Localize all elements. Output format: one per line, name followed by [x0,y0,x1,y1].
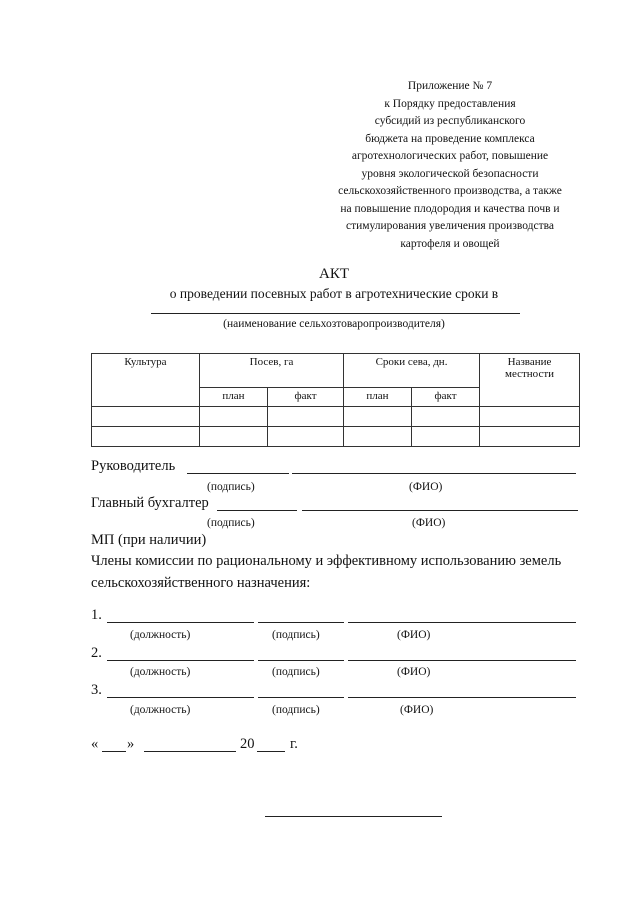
commission-text-line2: сельскохозяйственного назначения: [91,575,311,591]
signature-caption: (подпись) [272,629,320,641]
appendix-line: сельскохозяйственного производства, а также [338,185,562,197]
col-terms-header: Сроки сева, дн. [344,354,480,388]
appendix-line: Приложение № 7 [407,80,493,92]
date-open-quote: « [91,736,99,752]
commission-text-line1: Члены комиссии по рациональному и эффективному использованию земель [91,553,562,569]
name-caption: (ФИО) [412,517,446,529]
member3-position-line[interactable] [107,697,254,698]
producer-caption: (наименование сельхозтоваропроизводителя) [223,318,445,330]
member-number: 3. [91,682,102,698]
name-caption: (ФИО) [400,704,434,716]
appendix-line: уровня экологической безопасности [361,167,539,180]
member1-signature-line[interactable] [258,622,344,623]
sub-plan-header: план [200,388,268,407]
table-cell[interactable] [268,407,344,427]
signature-caption: (подпись) [207,481,255,493]
member-number: 2. [91,645,102,661]
head-label: Руководитель [91,458,176,474]
document-title: АКТ [319,266,349,282]
member1-position-line[interactable] [107,622,254,623]
bottom-signature-line[interactable] [265,816,442,817]
date-month-line[interactable] [144,751,236,752]
signature-caption: (подпись) [272,704,320,716]
appendix-line: к Порядку предоставления [384,97,516,110]
appendix-block [300,78,600,253]
sub-plan-header: план [344,388,412,407]
member3-name-line[interactable] [348,697,576,698]
date-year-line[interactable] [257,751,285,752]
col-locality-header: Название местности [480,354,580,407]
signature-caption: (подпись) [207,517,255,529]
document-subtitle: о проведении посевных работ в агротехнические сроки в [169,286,499,301]
date-day-line[interactable] [102,751,126,752]
appendix-line: агротехнологических работ, повышение [351,150,549,162]
table-cell[interactable] [412,407,480,427]
table-cell[interactable] [412,427,480,447]
appendix-line: картофеля и овощей [400,237,500,250]
col-culture-header: Культура [92,354,200,407]
position-caption: (должность) [130,666,191,678]
table-cell[interactable] [344,427,412,447]
appendix-line: на повышение плодородия и качества почв и [340,202,560,215]
accountant-signature-line[interactable] [217,510,297,511]
member3-signature-line[interactable] [258,697,344,698]
table-cell[interactable] [92,427,200,447]
sowing-table [91,353,580,447]
col-sowing-header: Посев, га [200,354,344,388]
member-number: 1. [91,607,102,623]
member2-signature-line[interactable] [258,660,344,661]
sub-fact-header: факт [412,388,480,407]
member1-name-line[interactable] [348,622,576,623]
head-signature-line[interactable] [187,473,289,474]
name-caption: (ФИО) [409,481,443,493]
producer-name-line[interactable] [151,313,520,314]
position-caption: (должность) [130,629,191,641]
table-cell[interactable] [200,427,268,447]
table-row [92,427,580,447]
table-cell[interactable] [480,427,580,447]
member2-position-line[interactable] [107,660,254,661]
appendix-line: субсидий из республиканского [374,115,526,127]
table-cell[interactable] [92,407,200,427]
table-cell[interactable] [480,407,580,427]
position-caption: (должность) [130,704,191,716]
stamp-label: МП (при наличии) [91,532,207,548]
accountant-name-line[interactable] [302,510,578,511]
sub-fact-header: факт [268,388,344,407]
member2-name-line[interactable] [348,660,576,661]
table-cell[interactable] [200,407,268,427]
table-cell[interactable] [344,407,412,427]
date-year-suffix: г. [290,736,298,752]
signature-caption: (подпись) [272,666,320,678]
head-name-line[interactable] [292,473,576,474]
date-close-quote: » [127,736,135,752]
table-row [92,407,580,427]
appendix-line: бюджета на проведение комплекса [365,132,535,145]
table-cell[interactable] [268,427,344,447]
date-year-prefix: 20 [240,736,255,752]
name-caption: (ФИО) [397,629,431,641]
name-caption: (ФИО) [397,666,431,678]
chief-accountant-label: Главный бухгалтер [91,495,209,511]
appendix-line: стимулирования увеличения производства [345,220,554,232]
